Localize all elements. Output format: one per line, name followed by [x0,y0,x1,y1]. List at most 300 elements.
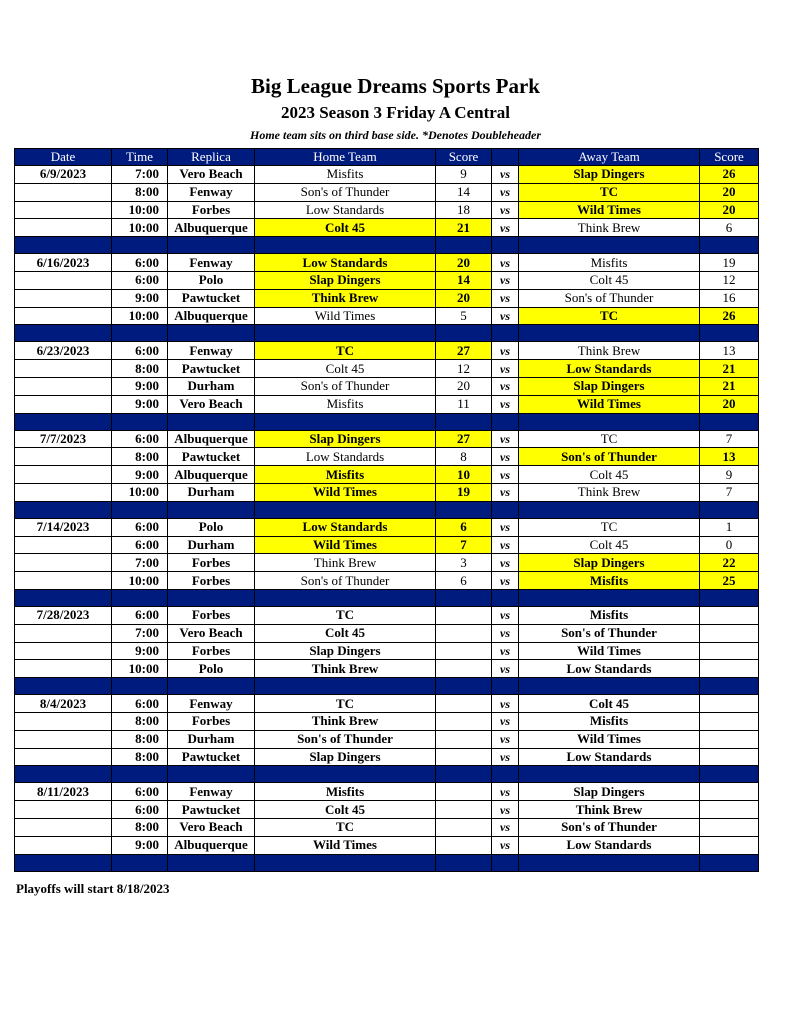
game-date [15,219,112,237]
game-time: 6:00 [112,518,168,536]
game-time: 6:00 [112,254,168,272]
game-row [15,783,759,801]
home-team: Wild Times [255,536,436,554]
home-team: Low Standards [255,518,436,536]
away-team: Slap Dingers [519,377,700,395]
game-time: 8:00 [112,712,168,730]
away-team: Son's of Thunder [519,289,700,307]
home-score: 20 [436,377,492,395]
game-field: Durham [168,483,255,501]
separator-cell [112,766,168,783]
game-date: 6/16/2023 [15,254,112,272]
home-team: Colt 45 [255,219,436,237]
home-score: 9 [436,166,492,184]
game-date [15,836,112,854]
game-time: 9:00 [112,377,168,395]
separator-cell [492,854,519,871]
home-team: Colt 45 [255,360,436,378]
home-team: Misfits [255,783,436,801]
home-score [436,836,492,854]
separator-cell [492,678,519,695]
home-score: 20 [436,254,492,272]
vs-label: vs [492,448,519,466]
separator-cell [112,325,168,342]
game-time: 8:00 [112,730,168,748]
game-row [15,307,759,325]
game-time: 8:00 [112,818,168,836]
separator-cell [112,854,168,871]
game-time: 10:00 [112,201,168,219]
vs-label: vs [492,660,519,678]
home-team: TC [255,818,436,836]
vs-label: vs [492,166,519,184]
separator-cell [15,413,112,430]
game-date [15,660,112,678]
game-date [15,183,112,201]
home-team: Son's of Thunder [255,730,436,748]
away-score [700,712,759,730]
game-field: Fenway [168,695,255,713]
separator-cell [112,678,168,695]
game-date: 6/23/2023 [15,342,112,360]
game-time: 6:00 [112,801,168,819]
game-date [15,289,112,307]
away-team: Low Standards [519,748,700,766]
vs-label: vs [492,342,519,360]
home-team: Think Brew [255,712,436,730]
home-team: Son's of Thunder [255,377,436,395]
home-team: Think Brew [255,289,436,307]
game-field: Pawtucket [168,289,255,307]
game-time: 7:00 [112,624,168,642]
separator-cell [255,589,436,606]
home-score: 18 [436,201,492,219]
away-team: Colt 45 [519,695,700,713]
separator-cell [15,501,112,518]
home-score: 19 [436,483,492,501]
home-team: Low Standards [255,448,436,466]
vs-label: vs [492,271,519,289]
away-team: Low Standards [519,836,700,854]
game-row [15,183,759,201]
separator-cell [15,325,112,342]
table-header-row [15,149,759,166]
home-team: TC [255,606,436,624]
separator-cell [255,501,436,518]
game-row [15,166,759,184]
separator-cell [168,766,255,783]
col-header-away-team: Away Team [519,149,700,166]
game-time: 6:00 [112,695,168,713]
game-date [15,536,112,554]
separator-cell [700,237,759,254]
away-score: 13 [700,448,759,466]
vs-label: vs [492,748,519,766]
game-time: 10:00 [112,219,168,237]
home-score [436,624,492,642]
home-team: Colt 45 [255,801,436,819]
home-score [436,783,492,801]
separator-cell [15,766,112,783]
game-field: Forbes [168,554,255,572]
game-date [15,624,112,642]
home-score: 14 [436,271,492,289]
away-team: Low Standards [519,360,700,378]
separator-cell [112,237,168,254]
col-header-date: Date [15,149,112,166]
schedule-table [14,148,759,872]
separator-cell [112,413,168,430]
game-time: 6:00 [112,783,168,801]
vs-label: vs [492,219,519,237]
game-row [15,254,759,272]
away-team: Misfits [519,572,700,590]
game-time: 8:00 [112,183,168,201]
game-field: Forbes [168,642,255,660]
away-score: 0 [700,536,759,554]
game-date [15,730,112,748]
game-date [15,712,112,730]
away-score [700,801,759,819]
separator-cell [15,237,112,254]
away-team: Slap Dingers [519,166,700,184]
game-row [15,801,759,819]
game-row [15,660,759,678]
playoffs-note: Playoffs will start 8/18/2023 [16,881,170,896]
separator-cell [168,501,255,518]
separator-cell [15,854,112,871]
home-team: TC [255,342,436,360]
home-team: Slap Dingers [255,642,436,660]
vs-label: vs [492,395,519,413]
game-time: 6:00 [112,536,168,554]
away-team: Misfits [519,712,700,730]
away-score: 1 [700,518,759,536]
vs-label: vs [492,430,519,448]
game-time: 7:00 [112,166,168,184]
game-field: Durham [168,377,255,395]
vs-label: vs [492,183,519,201]
away-team: Colt 45 [519,271,700,289]
home-score [436,606,492,624]
schedule-body [15,166,759,872]
separator-cell [436,678,492,695]
game-field: Durham [168,730,255,748]
game-time: 10:00 [112,307,168,325]
home-team: Colt 45 [255,624,436,642]
home-team: TC [255,695,436,713]
game-date [15,201,112,219]
game-date [15,642,112,660]
away-score: 20 [700,183,759,201]
away-team: Colt 45 [519,466,700,484]
home-team: Slap Dingers [255,748,436,766]
game-field: Polo [168,271,255,289]
week-separator [15,325,759,342]
vs-label: vs [492,518,519,536]
separator-cell [436,413,492,430]
game-field: Fenway [168,254,255,272]
away-team: Slap Dingers [519,783,700,801]
separator-cell [700,501,759,518]
separator-cell [436,854,492,871]
home-team: Think Brew [255,660,436,678]
game-row [15,536,759,554]
vs-label: vs [492,624,519,642]
home-score: 8 [436,448,492,466]
away-score: 26 [700,166,759,184]
away-team: TC [519,518,700,536]
away-score [700,836,759,854]
separator-cell [519,854,700,871]
away-team: Slap Dingers [519,554,700,572]
home-score [436,695,492,713]
game-row [15,572,759,590]
vs-label: vs [492,572,519,590]
game-row [15,695,759,713]
away-team: Misfits [519,254,700,272]
away-team: Think Brew [519,342,700,360]
game-date [15,466,112,484]
game-row [15,201,759,219]
home-score: 5 [436,307,492,325]
away-team: TC [519,307,700,325]
separator-cell [255,413,436,430]
separator-cell [700,325,759,342]
game-row [15,271,759,289]
away-score [700,624,759,642]
game-date: 7/14/2023 [15,518,112,536]
separator-cell [700,766,759,783]
game-date [15,307,112,325]
separator-cell [492,589,519,606]
vs-label: vs [492,712,519,730]
separator-cell [168,413,255,430]
game-row [15,219,759,237]
game-time: 8:00 [112,360,168,378]
away-score: 19 [700,254,759,272]
week-separator [15,501,759,518]
col-header-replica: Replica [168,149,255,166]
game-row [15,483,759,501]
home-score: 14 [436,183,492,201]
game-field: Forbes [168,572,255,590]
separator-cell [700,413,759,430]
separator-cell [255,237,436,254]
away-score: 25 [700,572,759,590]
week-separator [15,854,759,871]
game-time: 10:00 [112,660,168,678]
home-score [436,642,492,660]
home-score: 27 [436,342,492,360]
game-date [15,801,112,819]
vs-label: vs [492,289,519,307]
page-subtitle: 2023 Season 3 Friday A Central [280,103,511,122]
game-row [15,430,759,448]
away-score: 20 [700,395,759,413]
separator-cell [492,766,519,783]
home-team: Think Brew [255,554,436,572]
vs-label: vs [492,642,519,660]
game-date: 8/11/2023 [15,783,112,801]
away-team: Wild Times [519,201,700,219]
col-header-home-score: Score [436,149,492,166]
home-team: Misfits [255,395,436,413]
vs-label: vs [492,483,519,501]
home-score [436,801,492,819]
home-score: 6 [436,572,492,590]
game-time: 6:00 [112,271,168,289]
away-score [700,818,759,836]
game-row [15,642,759,660]
vs-label: vs [492,201,519,219]
vs-label: vs [492,307,519,325]
separator-cell [15,589,112,606]
game-date [15,554,112,572]
game-time: 6:00 [112,342,168,360]
separator-cell [492,325,519,342]
game-date [15,572,112,590]
home-score: 6 [436,518,492,536]
game-field: Durham [168,536,255,554]
separator-cell [519,766,700,783]
col-header-vs [492,149,519,166]
home-score: 27 [436,430,492,448]
separator-cell [168,678,255,695]
vs-label: vs [492,836,519,854]
away-team: Think Brew [519,219,700,237]
game-field: Pawtucket [168,801,255,819]
week-separator [15,589,759,606]
game-row [15,606,759,624]
game-field: Polo [168,660,255,678]
separator-cell [255,766,436,783]
separator-cell [436,325,492,342]
game-field: Vero Beach [168,818,255,836]
away-score [700,748,759,766]
game-time: 10:00 [112,483,168,501]
away-score: 22 [700,554,759,572]
separator-cell [255,678,436,695]
away-score [700,606,759,624]
away-score: 20 [700,201,759,219]
game-date [15,271,112,289]
game-field: Forbes [168,712,255,730]
away-score: 9 [700,466,759,484]
game-field: Polo [168,518,255,536]
separator-cell [519,501,700,518]
game-field: Albuquerque [168,219,255,237]
game-field: Albuquerque [168,307,255,325]
separator-cell [700,678,759,695]
away-team: Think Brew [519,801,700,819]
away-score [700,660,759,678]
game-field: Albuquerque [168,836,255,854]
away-score: 21 [700,377,759,395]
away-team: Low Standards [519,660,700,678]
game-row [15,395,759,413]
separator-cell [168,237,255,254]
week-separator [15,413,759,430]
page-title: Big League Dreams Sports Park [251,74,540,98]
separator-cell [168,854,255,871]
game-time: 9:00 [112,836,168,854]
separator-cell [15,678,112,695]
away-team: TC [519,430,700,448]
separator-cell [112,501,168,518]
col-header-home-team: Home Team [255,149,436,166]
home-score [436,730,492,748]
game-field: Albuquerque [168,466,255,484]
game-date: 7/7/2023 [15,430,112,448]
game-field: Pawtucket [168,360,255,378]
away-team: TC [519,183,700,201]
away-team: Misfits [519,606,700,624]
col-header-away-score: Score [700,149,759,166]
game-field: Vero Beach [168,624,255,642]
home-team: Wild Times [255,483,436,501]
game-date: 8/4/2023 [15,695,112,713]
game-row [15,624,759,642]
separator-cell [519,589,700,606]
separator-cell [112,589,168,606]
separator-cell [255,325,436,342]
vs-label: vs [492,466,519,484]
home-score: 7 [436,536,492,554]
home-team: Son's of Thunder [255,183,436,201]
home-score [436,818,492,836]
schedule-note: Home team sits on third base side. *Denotes Doubleheader [250,128,541,142]
game-time: 9:00 [112,289,168,307]
separator-cell [168,589,255,606]
separator-cell [492,501,519,518]
away-score [700,730,759,748]
home-team: Wild Times [255,307,436,325]
vs-label: vs [492,536,519,554]
vs-label: vs [492,818,519,836]
game-time: 9:00 [112,642,168,660]
game-date [15,818,112,836]
away-team: Colt 45 [519,536,700,554]
home-score: 10 [436,466,492,484]
away-score: 12 [700,271,759,289]
game-row [15,554,759,572]
game-time: 6:00 [112,430,168,448]
vs-label: vs [492,783,519,801]
game-field: Forbes [168,606,255,624]
away-score: 6 [700,219,759,237]
home-team: Low Standards [255,201,436,219]
home-team: Misfits [255,466,436,484]
separator-cell [436,501,492,518]
separator-cell [168,325,255,342]
week-separator [15,766,759,783]
home-score [436,660,492,678]
separator-cell [492,413,519,430]
home-team: Wild Times [255,836,436,854]
week-separator [15,678,759,695]
away-score [700,695,759,713]
game-field: Fenway [168,183,255,201]
home-team: Low Standards [255,254,436,272]
separator-cell [255,854,436,871]
game-row [15,518,759,536]
game-date [15,483,112,501]
away-team: Son's of Thunder [519,624,700,642]
home-score: 3 [436,554,492,572]
away-score: 13 [700,342,759,360]
away-team: Wild Times [519,642,700,660]
